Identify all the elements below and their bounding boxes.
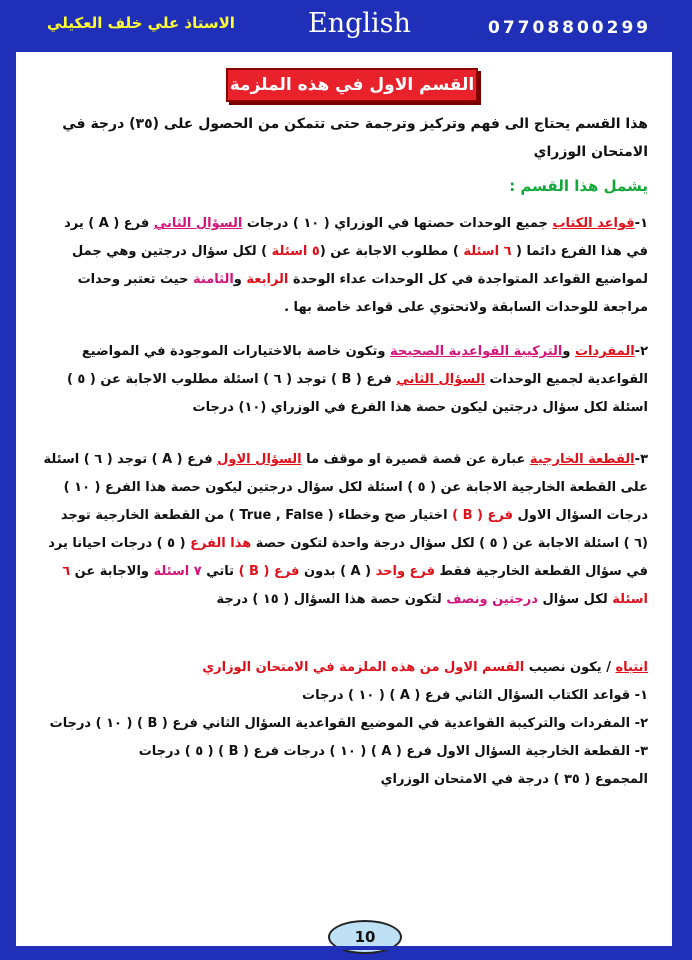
- item-passage: ٣-القطعة الخارجية عبارة عن قصة قصيرة او موقف ما السؤال الاول فرع ( A ) توجد ( ٦ ) اسئلة على القطعة الخارجية الاجابة عن ( ٥ ) اسئلة لكل سؤال درجتين ليكون حصة هذا الفرع ( ١٠ ) درجات السؤال الاول فرع ( B ) اختيار صح وخطاء ( True , False ) من القطعة الخارجية توجد (٦ ) اسئلة الاجابة عن ( ٥ ) لكل سؤال درجة واحدة لتكون حصة هذا الفرع ( ٥ ) درجات احيانا يرد في سؤال القطعة الخارجية فقط فرع واحد ( A ) بدون فرع ( B ) تاتي ٧ اسئلة والاجابة عن ٦ اسئلة لكل سؤال درجتين ونصف لتكون حصة هذا السؤال ( ١٥ ) درجة: [43, 452, 648, 607]
- bottom-border: [16, 946, 672, 950]
- question-label: السؤال الثاني: [396, 372, 485, 387]
- question-label: السؤال الثاني: [153, 216, 243, 231]
- notice-total: المجموع ( ٣٥ ) درجة في الامتحان الوزراي: [380, 772, 648, 787]
- notice-block: [43, 654, 648, 794]
- notice-heading: انتباه / يكون نصيب القسم الاول من هذه الملزمة في الامتحان الوزاري: [202, 660, 648, 675]
- includes-heading: يشمل هذا القسم :: [509, 177, 648, 195]
- section-title: القسم الاول في هذه الملزمة: [226, 68, 478, 102]
- page-number: 10: [328, 920, 402, 954]
- item-grammar: ١-قواعد الكتاب جميع الوحدات حصتها في الوزراي ( ١٠ ) درجات السؤال الثاني فرع ( A ) يرد في هذا الفرع دائما ( ٦ اسئلة ) مطلوب الاجابة عن (٥ اسئلة ) لكل سؤال درجتين وهي جمل لمواضيع القواعد المتواجدة في كل الوحدات عداء الوحدة الرابعة والثامنة حيث تعتبر وحدات مراجعة للوحدات السابقة ولاتحتوي على قواعد خاصة بها .: [64, 216, 648, 315]
- item-number: ٣-: [634, 452, 648, 467]
- notice-line-2: ٢- المفردات والتركيبة القواعدية في الموضيع القواعدية السؤال الثاني فرع ( B ) ( ١٠ ) درجات: [49, 716, 648, 731]
- item-vocabulary: ٢-المفردات والتركيبة القواعدية الصحيحة وتكون خاصة بالاختيارات الموجودة في المواضيع القواعدية لجميع الوحدات السؤال الثاني فرع ( B ) توجد ( ٦ ) اسئلة مطلوب الاجابة عن ( ٥ ) اسئلة لكل سؤال درجتين ليكون حصة هذا الفرع في الوزراي (١٠) درجات: [66, 344, 648, 415]
- vocab-title: المفردات: [574, 344, 635, 359]
- teacher-name: الاستاذ علي خلف العكيلي: [47, 14, 235, 32]
- question-label: السؤال الاول: [217, 452, 302, 467]
- page-header: [0, 0, 692, 56]
- phone-number: 07708800299: [488, 18, 652, 38]
- item-number: ١-: [634, 216, 648, 231]
- document-page: [16, 52, 672, 950]
- intro-paragraph: هذا القسم يحتاج الى فهم وتركيز وترجمة حتى تتمكن من الحصول على (٣٥) درجة في الامتحان الوزراي: [62, 116, 648, 160]
- passage-title: القطعة الخارجية: [529, 452, 635, 467]
- notice-line-3: ٣- القطعة الخارجية السؤال الاول فرع ( A ) ( ١٠ ) درجات فرع ( B ) ( ٥ ) درجات: [138, 744, 648, 759]
- notice-line-1: ١- قواعد الكتاب السؤال الثاني فرع ( A ) ( ١٠ ) درجات: [302, 688, 648, 703]
- grammar-title: قواعد الكتاب: [552, 216, 635, 231]
- item-number: ٢-: [634, 344, 648, 359]
- subject-title: English: [308, 8, 411, 39]
